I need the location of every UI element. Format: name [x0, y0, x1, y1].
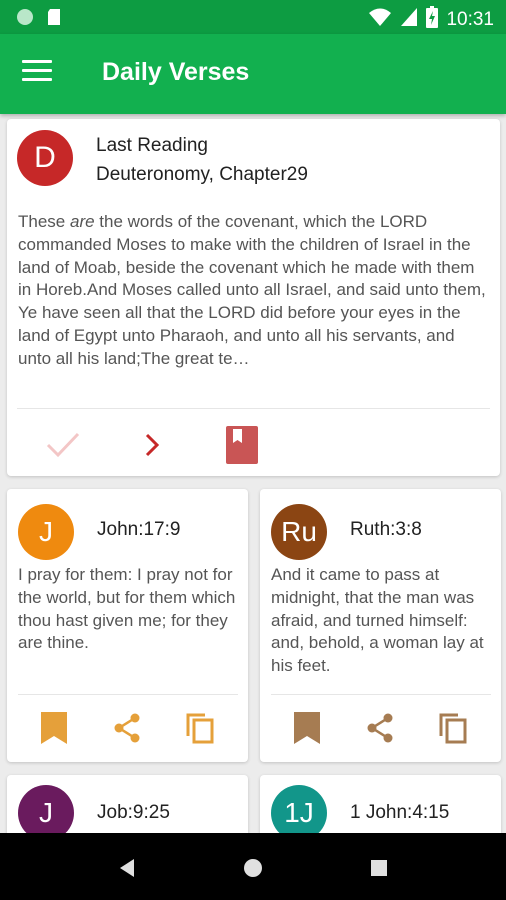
last-reading-text	[18, 211, 488, 371]
avatar: J	[18, 504, 74, 560]
divider	[271, 694, 491, 695]
last-reading-reference: Deuteronomy, Chapter29	[96, 164, 308, 185]
signal-icon	[400, 7, 418, 32]
status-bar	[0, 0, 506, 34]
copy-icon[interactable]	[436, 711, 470, 745]
check-icon[interactable]	[43, 425, 83, 465]
copy-icon[interactable]	[183, 711, 217, 745]
verse-text: And it came to pass at midnight, that the man was afraid, and turned himself: and, behold, a woman lay at his feet.	[271, 565, 484, 676]
avatar: Ru	[271, 504, 327, 560]
divider	[18, 694, 238, 695]
last-reading-heading: Last Reading	[96, 135, 208, 156]
app-title: Daily Verses	[102, 58, 250, 86]
verse-text-italic: are	[69, 212, 95, 231]
avatar: D	[17, 130, 73, 186]
recents-icon[interactable]	[364, 853, 394, 883]
app-bar	[0, 34, 506, 114]
verse-reference: 1 John:4:15	[350, 802, 450, 823]
verse-text-part: These	[18, 212, 70, 231]
sd-card-icon	[46, 8, 62, 31]
verse-reference: Ruth:3:8	[350, 519, 422, 540]
verse-reference: Job:9:25	[97, 802, 170, 823]
hamburger-menu-icon[interactable]	[22, 60, 52, 88]
avatar: J	[18, 785, 74, 841]
back-icon[interactable]	[112, 853, 142, 883]
bookmark-icon[interactable]	[222, 423, 262, 467]
bookmark-icon[interactable]	[37, 711, 71, 745]
verse-text-part: the words of the covenant, which the LORD commanded Moses to make with the children of Israel in the land of Moab, beside the covenant which he made with them in Horeb.And Moses called unto all Israel, and said unto them, Ye have seen all that the LORD did before your eyes in the land of Egypt unto Pharaoh, and unto all his servants, and unto all his land;The great te…	[18, 212, 486, 368]
home-icon[interactable]	[238, 853, 268, 883]
wifi-icon	[368, 7, 392, 32]
verse-reference: John:17:9	[97, 519, 181, 540]
circle-notification-icon	[16, 8, 34, 31]
system-nav-bar	[0, 833, 506, 900]
divider	[17, 408, 490, 409]
battery-charging-icon	[426, 6, 438, 33]
avatar: 1J	[271, 785, 327, 841]
status-time: 10:31	[446, 8, 494, 30]
share-icon[interactable]	[363, 711, 397, 745]
verse-card[interactable]	[260, 489, 501, 762]
bookmark-icon[interactable]	[290, 711, 324, 745]
verse-card[interactable]	[7, 489, 248, 762]
share-icon[interactable]	[110, 711, 144, 745]
verse-text: I pray for them: I pray not for the world, but for them which thou hast given me; for they are thine.	[18, 565, 236, 653]
chevron-right-icon[interactable]	[132, 425, 172, 465]
last-reading-card[interactable]	[7, 119, 500, 476]
